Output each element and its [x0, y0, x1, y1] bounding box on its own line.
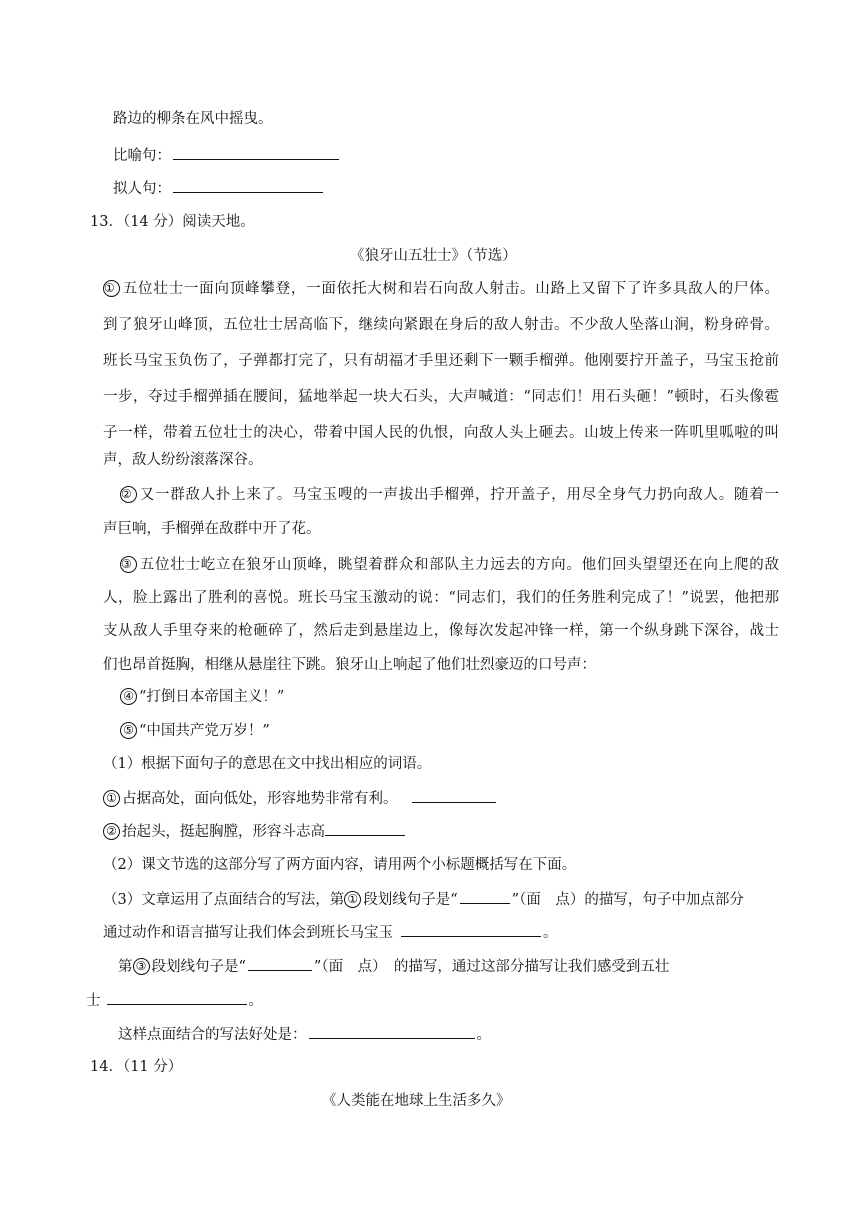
- sub3-feeling-blank[interactable]: [401, 922, 541, 937]
- sub1b-answer-blank[interactable]: [325, 821, 405, 836]
- para5: ⑤ “中国共产党万岁！”: [120, 721, 270, 741]
- sub3-soldiers-blank[interactable]: [107, 990, 247, 1005]
- q14-passage-title: 《人类能在地球上生活多久》: [322, 1093, 511, 1109]
- sub3-para1-blank[interactable]: [460, 889, 510, 904]
- sub3-para3-blank[interactable]: [248, 956, 312, 971]
- simile-answer-blank[interactable]: [173, 145, 339, 160]
- item-number-2: ②: [103, 823, 120, 840]
- sub-question-3-line5: 这样点面结合的写法好处是： 。: [118, 1024, 491, 1045]
- para-number-5: ⑤: [120, 722, 137, 739]
- item-number-para1: ①: [344, 891, 361, 908]
- personification-row: [113, 178, 325, 199]
- para3-line4: 们也昂首挺胸，相继从悬崖往下跳。狼牙山上响起了他们壮烈豪迈的口号声：: [103, 657, 596, 673]
- para1-line3: 班长马宝玉负伤了，子弹都打完了，只有胡福才手里还剩下一颗手榴弹。他刚要拧开盖子，马宝玉抢前: [103, 353, 779, 369]
- para1-line1: ① 五位壮士一面向顶峰攀登，一面依托大树和岩石向敌人射击。山路上又留下了许多具敌人的尸体。: [104, 281, 779, 297]
- para1-line4: 一步，夺过手榴弹插在腰间，猛地举起一块大石头，大声喊道：“同志们！用石头砸！”顿时，石头像雹: [103, 389, 779, 405]
- para-number-2: ②: [120, 486, 137, 503]
- sub3-benefit-blank[interactable]: [309, 1024, 475, 1039]
- para1-line6: 声，敌人纷纷滚落深谷。: [103, 452, 263, 468]
- q14-header: 14．（11 分）: [90, 1059, 183, 1075]
- para3-line3: 支从敌人手里夺来的枪砸碎了，然后走到悬崖边上，像每次发起冲锋一样，第一个纵身跳下深谷，战士: [103, 623, 779, 639]
- sub-question-2: （2）课文节选的这部分写了两方面内容，请用两个小标题概括写在下面。: [103, 857, 577, 873]
- item-number-para3: ③: [133, 958, 150, 975]
- para-number-4: ④: [120, 688, 137, 705]
- sub-question-3-line1: （3）文章运用了点面结合的写法，第 ① 段划线句子是“ ”（面 点）的描写，句子中加点部分: [103, 889, 744, 910]
- simile-label: 比喻句：: [113, 148, 171, 164]
- sub-question-3-line2: 通过动作和语言描写让我们体会到班长马宝玉 。: [103, 922, 558, 943]
- para4: ④ “打倒日本帝国主义！”: [120, 687, 284, 707]
- sub-question-3-line3: 第 ③ 段划线句子是“ ”（面 点） 的描写，通过这部分描写让我们感受到五壮: [118, 956, 669, 977]
- intro-sentence: 路边的柳条在风中摇曳。: [113, 111, 273, 127]
- sub-question-1b: ② 抬起头，挺起胸膛，形容斗志高: [103, 821, 407, 842]
- para-number-1: ①: [103, 280, 120, 297]
- para3-line2: 人，脸上露出了胜利的喜悦。班长马宝玉激动的说：“同志们，我们的任务胜利完成了！”说罢，他把那: [103, 590, 779, 606]
- para-number-3: ③: [120, 556, 137, 573]
- para1-line2: 到了狼牙山峰顶，五位壮士居高临下，继续向紧跟在身后的敌人射击。不少敌人坠落山涧，粉身碎骨。: [103, 317, 779, 333]
- simile-row: [113, 145, 341, 166]
- q13-passage-title: 《狼牙山五壮士》（节选）: [350, 248, 517, 264]
- personification-answer-blank[interactable]: [173, 178, 323, 193]
- item-number-1: ①: [103, 790, 120, 807]
- sub-question-1: （1）根据下面句子的意思在文中找出相应的词语。: [103, 756, 432, 772]
- para2-line2: 声巨响，手榴弹在敌群中开了花。: [103, 521, 321, 537]
- sub1a-answer-blank[interactable]: [412, 788, 496, 803]
- personification-label: 拟人句：: [113, 181, 171, 197]
- para2-line1: ② 又一群敌人扑上来了。马宝玉嗖的一声拔出手榴弹，拧开盖子，用尽全身气力扔向敌人。随着一: [121, 487, 779, 503]
- sub-question-3-line4: 士 。: [86, 990, 263, 1011]
- sub-question-1a: ① 占据高处，面向低处，形容地势非常有利。: [103, 788, 498, 809]
- para3-line1: ③ 五位壮士屹立在狼牙山顶峰，眺望着群众和部队主力远去的方向。他们回头望望还在向上爬的敌: [121, 557, 779, 573]
- q13-header: 13．（14 分）阅读天地。: [90, 214, 255, 230]
- para1-line5: 子一样，带着五位壮士的决心，带着中国人民的仇恨，向敌人头上砸去。山坡上传来一阵叽里呱啦的叫: [103, 425, 779, 441]
